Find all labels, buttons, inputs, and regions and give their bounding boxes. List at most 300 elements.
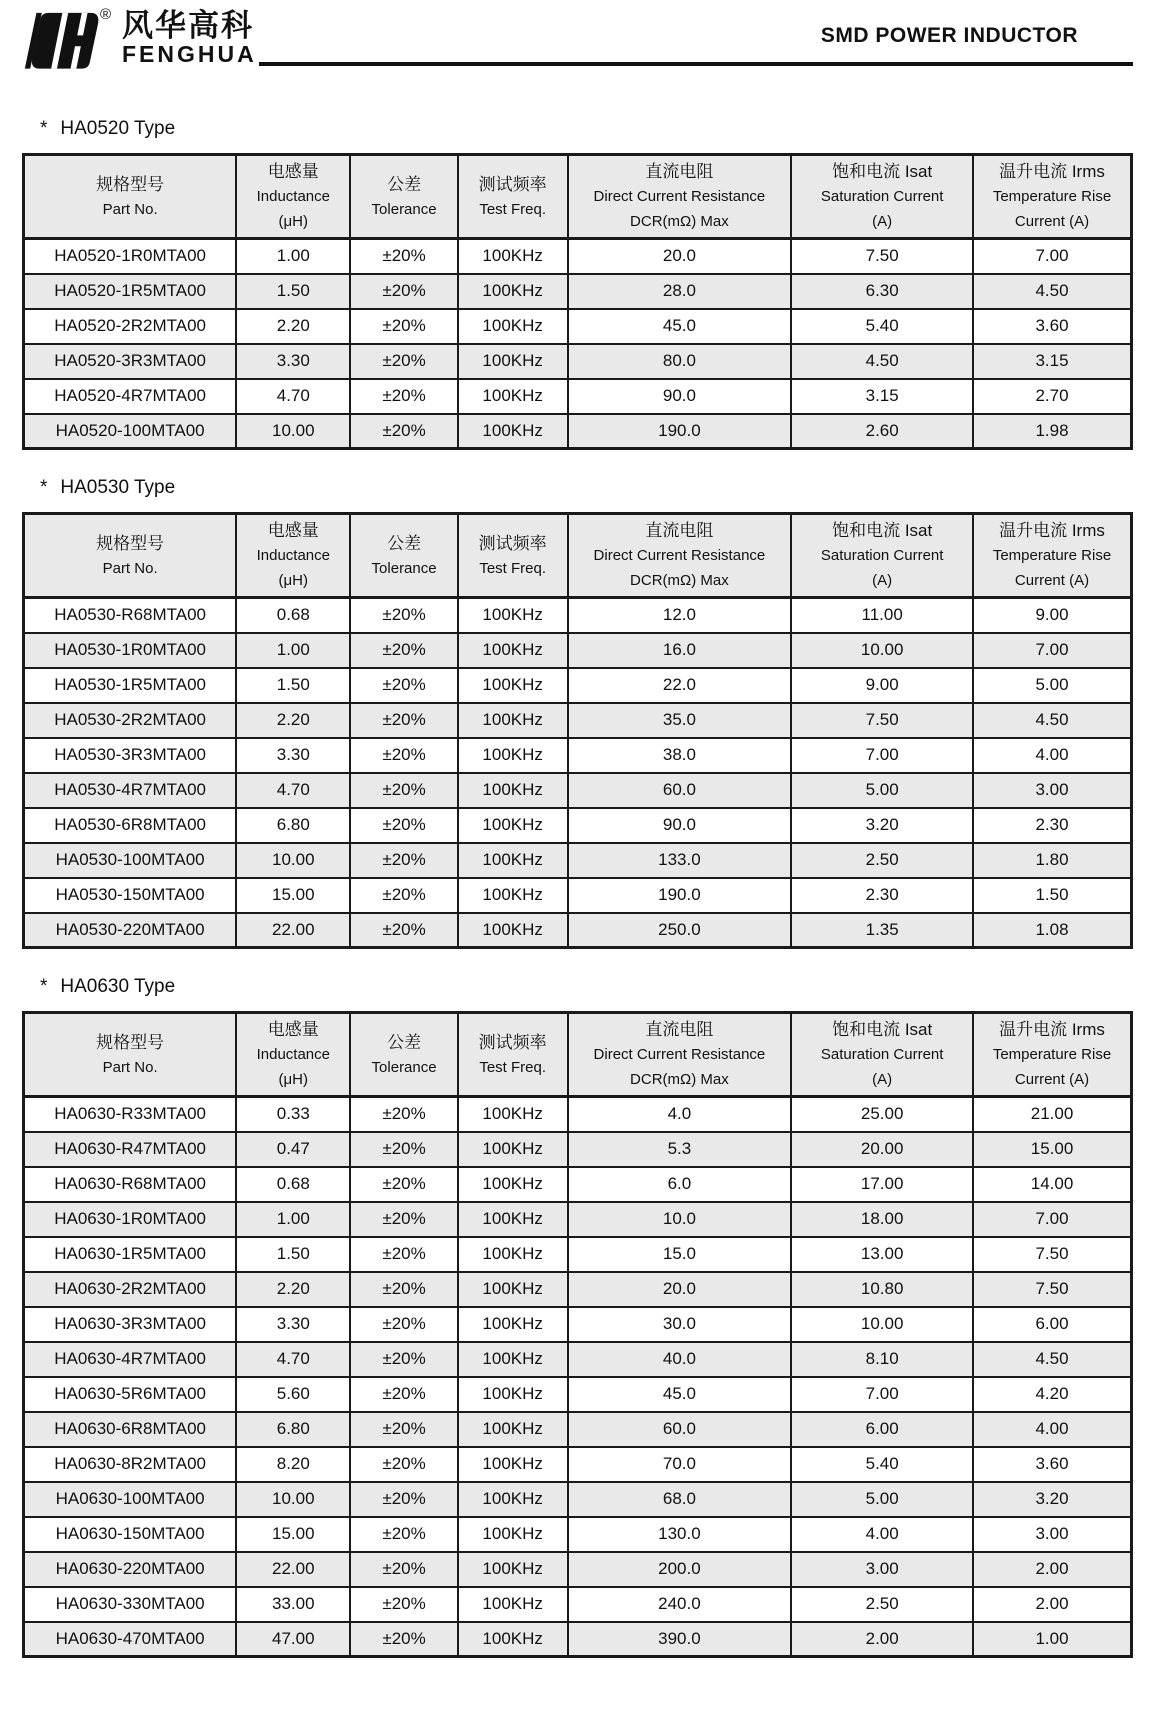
tolerance-cell: ±20% [350, 1132, 457, 1167]
table-row [24, 1132, 1132, 1167]
irms-cell: 7.00 [973, 633, 1131, 668]
section-name: HA0530 Type [60, 477, 176, 498]
irms-cell: 4.00 [973, 738, 1131, 773]
table-row [24, 344, 1132, 379]
column-header: 电感量 Inductance (μH) [236, 155, 350, 239]
inductance-cell: 1.50 [236, 1237, 350, 1272]
irms-cell: 4.50 [973, 274, 1131, 309]
isat-cell: 2.50 [791, 1587, 973, 1622]
section-name: HA0520 Type [60, 118, 176, 139]
table-row [24, 668, 1132, 703]
dcr-cell: 28.0 [568, 274, 792, 309]
page-title: SMD POWER INDUCTOR [820, 24, 1078, 47]
inductance-cell: 2.20 [236, 703, 350, 738]
part-no-cell: HA0630-5R6MTA00 [24, 1377, 237, 1412]
column-header: 规格型号 Part No. [24, 155, 237, 239]
test-freq-cell: 100KHz [458, 913, 568, 948]
tolerance-cell: ±20% [350, 1622, 457, 1657]
test-freq-cell: 100KHz [458, 274, 568, 309]
irms-cell: 1.08 [973, 913, 1131, 948]
tolerance-cell: ±20% [350, 309, 457, 344]
isat-cell: 9.00 [791, 668, 973, 703]
dcr-cell: 90.0 [568, 808, 792, 843]
tolerance-cell: ±20% [350, 703, 457, 738]
part-no-cell: HA0630-R68MTA00 [24, 1167, 237, 1202]
part-no-cell: HA0630-6R8MTA00 [24, 1412, 237, 1447]
test-freq-cell: 100KHz [458, 808, 568, 843]
inductance-cell: 0.68 [236, 1167, 350, 1202]
table-row [24, 379, 1132, 414]
tolerance-cell: ±20% [350, 379, 457, 414]
dcr-cell: 30.0 [568, 1307, 792, 1342]
table-row [24, 1097, 1132, 1132]
tolerance-cell: ±20% [350, 1272, 457, 1307]
table-row [24, 1272, 1132, 1307]
irms-cell: 2.00 [973, 1552, 1131, 1587]
tolerance-cell: ±20% [350, 414, 457, 449]
test-freq-cell: 100KHz [458, 1272, 568, 1307]
irms-cell: 3.00 [973, 1517, 1131, 1552]
table-row [24, 414, 1132, 449]
inductance-cell: 15.00 [236, 878, 350, 913]
part-no-cell: HA0520-1R0MTA00 [24, 239, 237, 274]
part-no-cell: HA0630-2R2MTA00 [24, 1272, 237, 1307]
part-no-cell: HA0630-8R2MTA00 [24, 1447, 237, 1482]
tolerance-cell: ±20% [350, 913, 457, 948]
column-header: 电感量 Inductance (μH) [236, 1013, 350, 1097]
isat-cell: 5.40 [791, 309, 973, 344]
irms-cell: 7.50 [973, 1272, 1131, 1307]
isat-cell: 7.00 [791, 1377, 973, 1412]
dcr-cell: 70.0 [568, 1447, 792, 1482]
irms-cell: 4.50 [973, 703, 1131, 738]
column-header: 直流电阻 Direct Current Resistance DCR(mΩ) Max [568, 1013, 792, 1097]
dcr-cell: 6.0 [568, 1167, 792, 1202]
test-freq-cell: 100KHz [458, 344, 568, 379]
column-header: 测试频率 Test Freq. [458, 514, 568, 598]
isat-cell: 10.80 [791, 1272, 973, 1307]
column-header: 饱和电流 Isat Saturation Current (A) [791, 155, 973, 239]
table-row [24, 633, 1132, 668]
section-title-ha0520 [40, 118, 1133, 140]
irms-cell: 3.60 [973, 309, 1131, 344]
test-freq-cell: 100KHz [458, 1587, 568, 1622]
part-no-cell: HA0530-4R7MTA00 [24, 773, 237, 808]
tolerance-cell: ±20% [350, 773, 457, 808]
table-row [24, 239, 1132, 274]
test-freq-cell: 100KHz [458, 1482, 568, 1517]
dcr-cell: 15.0 [568, 1237, 792, 1272]
dcr-cell: 45.0 [568, 1377, 792, 1412]
test-freq-cell: 100KHz [458, 1377, 568, 1412]
section-title-ha0530 [40, 477, 1133, 499]
column-header: 规格型号 Part No. [24, 514, 237, 598]
table-row [24, 1167, 1132, 1202]
column-header: 公差 Tolerance [350, 155, 457, 239]
table-row [24, 1377, 1132, 1412]
irms-cell: 1.98 [973, 414, 1131, 449]
tolerance-cell: ±20% [350, 598, 457, 633]
irms-cell: 1.50 [973, 878, 1131, 913]
header-row [24, 1013, 1132, 1097]
irms-cell: 6.00 [973, 1307, 1131, 1342]
inductance-cell: 10.00 [236, 843, 350, 878]
inductance-cell: 4.70 [236, 773, 350, 808]
inductance-cell: 2.20 [236, 309, 350, 344]
test-freq-cell: 100KHz [458, 309, 568, 344]
isat-cell: 4.50 [791, 344, 973, 379]
isat-cell: 2.60 [791, 414, 973, 449]
column-header: 温升电流 Irms Temperature Rise Current (A) [973, 514, 1131, 598]
test-freq-cell: 100KHz [458, 878, 568, 913]
irms-cell: 1.00 [973, 1622, 1131, 1657]
irms-cell: 21.00 [973, 1097, 1131, 1132]
test-freq-cell: 100KHz [458, 1167, 568, 1202]
isat-cell: 2.50 [791, 843, 973, 878]
section-marker: * [40, 118, 48, 139]
header-divider-rule [259, 62, 1133, 66]
irms-cell: 3.15 [973, 344, 1131, 379]
part-no-cell: HA0530-6R8MTA00 [24, 808, 237, 843]
part-no-cell: HA0530-2R2MTA00 [24, 703, 237, 738]
isat-cell: 5.00 [791, 773, 973, 808]
dcr-cell: 5.3 [568, 1132, 792, 1167]
test-freq-cell: 100KHz [458, 1097, 568, 1132]
table-row [24, 1517, 1132, 1552]
part-no-cell: HA0530-1R5MTA00 [24, 668, 237, 703]
test-freq-cell: 100KHz [458, 1202, 568, 1237]
table-row [24, 1307, 1132, 1342]
isat-cell: 3.00 [791, 1552, 973, 1587]
dcr-cell: 12.0 [568, 598, 792, 633]
part-no-cell: HA0630-1R0MTA00 [24, 1202, 237, 1237]
column-header: 规格型号 Part No. [24, 1013, 237, 1097]
tolerance-cell: ±20% [350, 239, 457, 274]
dcr-cell: 20.0 [568, 239, 792, 274]
inductance-cell: 8.20 [236, 1447, 350, 1482]
tolerance-cell: ±20% [350, 1307, 457, 1342]
isat-cell: 5.00 [791, 1482, 973, 1517]
dcr-cell: 10.0 [568, 1202, 792, 1237]
table-row [24, 878, 1132, 913]
dcr-cell: 390.0 [568, 1622, 792, 1657]
tolerance-cell: ±20% [350, 668, 457, 703]
table-row [24, 598, 1132, 633]
inductance-cell: 15.00 [236, 1517, 350, 1552]
column-header: 公差 Tolerance [350, 514, 457, 598]
part-no-cell: HA0630-1R5MTA00 [24, 1237, 237, 1272]
inductance-cell: 5.60 [236, 1377, 350, 1412]
isat-cell: 2.30 [791, 878, 973, 913]
dcr-cell: 4.0 [568, 1097, 792, 1132]
part-no-cell: HA0630-150MTA00 [24, 1517, 237, 1552]
inductance-cell: 0.47 [236, 1132, 350, 1167]
test-freq-cell: 100KHz [458, 1622, 568, 1657]
irms-cell: 7.50 [973, 1237, 1131, 1272]
test-freq-cell: 100KHz [458, 703, 568, 738]
dcr-cell: 40.0 [568, 1342, 792, 1377]
isat-cell: 20.00 [791, 1132, 973, 1167]
isat-cell: 6.30 [791, 274, 973, 309]
inductance-cell: 4.70 [236, 379, 350, 414]
part-no-cell: HA0530-3R3MTA00 [24, 738, 237, 773]
table-row [24, 808, 1132, 843]
irms-cell: 9.00 [973, 598, 1131, 633]
test-freq-cell: 100KHz [458, 239, 568, 274]
spec-table-ha0530 [22, 512, 1133, 949]
column-header: 测试频率 Test Freq. [458, 155, 568, 239]
inductance-cell: 1.00 [236, 633, 350, 668]
table-row [24, 1482, 1132, 1517]
tolerance-cell: ±20% [350, 808, 457, 843]
irms-cell: 4.00 [973, 1412, 1131, 1447]
section-marker: * [40, 976, 48, 997]
dcr-cell: 133.0 [568, 843, 792, 878]
table-row [24, 843, 1132, 878]
tolerance-cell: ±20% [350, 1202, 457, 1237]
isat-cell: 10.00 [791, 633, 973, 668]
test-freq-cell: 100KHz [458, 843, 568, 878]
column-header: 直流电阻 Direct Current Resistance DCR(mΩ) Max [568, 514, 792, 598]
isat-cell: 5.40 [791, 1447, 973, 1482]
part-no-cell: HA0530-150MTA00 [24, 878, 237, 913]
test-freq-cell: 100KHz [458, 1307, 568, 1342]
table-row [24, 1447, 1132, 1482]
isat-cell: 25.00 [791, 1097, 973, 1132]
part-no-cell: HA0630-100MTA00 [24, 1482, 237, 1517]
inductance-cell: 22.00 [236, 1552, 350, 1587]
test-freq-cell: 100KHz [458, 1237, 568, 1272]
table-row [24, 274, 1132, 309]
spec-table-ha0630 [22, 1011, 1133, 1658]
table-row [24, 703, 1132, 738]
irms-cell: 3.60 [973, 1447, 1131, 1482]
table-row [24, 309, 1132, 344]
dcr-cell: 38.0 [568, 738, 792, 773]
test-freq-cell: 100KHz [458, 598, 568, 633]
isat-cell: 3.15 [791, 379, 973, 414]
irms-cell: 4.20 [973, 1377, 1131, 1412]
isat-cell: 8.10 [791, 1342, 973, 1377]
irms-cell: 4.50 [973, 1342, 1131, 1377]
isat-cell: 3.20 [791, 808, 973, 843]
irms-cell: 2.70 [973, 379, 1131, 414]
section-name: HA0630 Type [60, 976, 176, 997]
dcr-cell: 190.0 [568, 878, 792, 913]
tolerance-cell: ±20% [350, 344, 457, 379]
irms-cell: 5.00 [973, 668, 1131, 703]
tolerance-cell: ±20% [350, 1552, 457, 1587]
inductance-cell: 0.33 [236, 1097, 350, 1132]
part-no-cell: HA0520-1R5MTA00 [24, 274, 237, 309]
dcr-cell: 90.0 [568, 379, 792, 414]
tolerance-cell: ±20% [350, 633, 457, 668]
test-freq-cell: 100KHz [458, 1517, 568, 1552]
inductance-cell: 2.20 [236, 1272, 350, 1307]
isat-cell: 7.50 [791, 703, 973, 738]
test-freq-cell: 100KHz [458, 1447, 568, 1482]
part-no-cell: HA0530-220MTA00 [24, 913, 237, 948]
tolerance-cell: ±20% [350, 1517, 457, 1552]
inductance-cell: 3.30 [236, 1307, 350, 1342]
table-row [24, 773, 1132, 808]
tolerance-cell: ±20% [350, 1167, 457, 1202]
part-no-cell: HA0520-3R3MTA00 [24, 344, 237, 379]
column-header: 饱和电流 Isat Saturation Current (A) [791, 514, 973, 598]
column-header: 温升电流 Irms Temperature Rise Current (A) [973, 155, 1131, 239]
inductance-cell: 10.00 [236, 414, 350, 449]
fenghua-logo [22, 6, 114, 71]
tolerance-cell: ±20% [350, 1237, 457, 1272]
inductance-cell: 3.30 [236, 344, 350, 379]
section-marker: * [40, 477, 48, 498]
tolerance-cell: ±20% [350, 1412, 457, 1447]
table-row [24, 738, 1132, 773]
dcr-cell: 68.0 [568, 1482, 792, 1517]
isat-cell: 2.00 [791, 1622, 973, 1657]
header-row [24, 514, 1132, 598]
test-freq-cell: 100KHz [458, 1412, 568, 1447]
irms-cell: 2.00 [973, 1587, 1131, 1622]
dcr-cell: 60.0 [568, 773, 792, 808]
tolerance-cell: ±20% [350, 738, 457, 773]
part-no-cell: HA0530-100MTA00 [24, 843, 237, 878]
isat-cell: 7.00 [791, 738, 973, 773]
table-row [24, 913, 1132, 948]
part-no-cell: HA0520-2R2MTA00 [24, 309, 237, 344]
part-no-cell: HA0630-220MTA00 [24, 1552, 237, 1587]
isat-cell: 17.00 [791, 1167, 973, 1202]
irms-cell: 1.80 [973, 843, 1131, 878]
part-no-cell: HA0520-100MTA00 [24, 414, 237, 449]
inductance-cell: 1.50 [236, 274, 350, 309]
table-row [24, 1622, 1132, 1657]
inductance-cell: 3.30 [236, 738, 350, 773]
irms-cell: 14.00 [973, 1167, 1131, 1202]
irms-cell: 2.30 [973, 808, 1131, 843]
isat-cell: 4.00 [791, 1517, 973, 1552]
dcr-cell: 130.0 [568, 1517, 792, 1552]
isat-cell: 7.50 [791, 239, 973, 274]
page-header [22, 0, 1133, 74]
dcr-cell: 22.0 [568, 668, 792, 703]
part-no-cell: HA0630-3R3MTA00 [24, 1307, 237, 1342]
inductance-cell: 0.68 [236, 598, 350, 633]
test-freq-cell: 100KHz [458, 1132, 568, 1167]
irms-cell: 3.00 [973, 773, 1131, 808]
table-row [24, 1587, 1132, 1622]
dcr-cell: 60.0 [568, 1412, 792, 1447]
column-header: 公差 Tolerance [350, 1013, 457, 1097]
isat-cell: 1.35 [791, 913, 973, 948]
column-header: 直流电阻 Direct Current Resistance DCR(mΩ) Max [568, 155, 792, 239]
part-no-cell: HA0520-4R7MTA00 [24, 379, 237, 414]
inductance-cell: 22.00 [236, 913, 350, 948]
table-row [24, 1342, 1132, 1377]
test-freq-cell: 100KHz [458, 1342, 568, 1377]
irms-cell: 15.00 [973, 1132, 1131, 1167]
inductance-cell: 1.50 [236, 668, 350, 703]
inductance-cell: 4.70 [236, 1342, 350, 1377]
isat-cell: 10.00 [791, 1307, 973, 1342]
section-title-ha0630 [40, 976, 1133, 998]
isat-cell: 6.00 [791, 1412, 973, 1447]
part-no-cell: HA0630-470MTA00 [24, 1622, 237, 1657]
column-header: 饱和电流 Isat Saturation Current (A) [791, 1013, 973, 1097]
inductance-cell: 6.80 [236, 808, 350, 843]
test-freq-cell: 100KHz [458, 773, 568, 808]
header-row [24, 155, 1132, 239]
dcr-cell: 16.0 [568, 633, 792, 668]
column-header: 电感量 Inductance (μH) [236, 514, 350, 598]
inductance-cell: 1.00 [236, 239, 350, 274]
part-no-cell: HA0630-R47MTA00 [24, 1132, 237, 1167]
tolerance-cell: ±20% [350, 1377, 457, 1412]
test-freq-cell: 100KHz [458, 668, 568, 703]
dcr-cell: 35.0 [568, 703, 792, 738]
dcr-cell: 45.0 [568, 309, 792, 344]
inductance-cell: 33.00 [236, 1587, 350, 1622]
spec-table-ha0520 [22, 153, 1133, 450]
irms-cell: 7.00 [973, 239, 1131, 274]
part-no-cell: HA0630-4R7MTA00 [24, 1342, 237, 1377]
registered-trademark: ® [100, 6, 112, 23]
tolerance-cell: ±20% [350, 1482, 457, 1517]
tolerance-cell: ±20% [350, 1447, 457, 1482]
test-freq-cell: 100KHz [458, 738, 568, 773]
part-no-cell: HA0530-R68MTA00 [24, 598, 237, 633]
dcr-cell: 190.0 [568, 414, 792, 449]
test-freq-cell: 100KHz [458, 379, 568, 414]
tolerance-cell: ±20% [350, 843, 457, 878]
brand-name-en: FENGHUA [122, 40, 257, 67]
brand-block [122, 10, 257, 66]
dcr-cell: 20.0 [568, 1272, 792, 1307]
part-no-cell: HA0630-R33MTA00 [24, 1097, 237, 1132]
brand-name-cn: 风华高科 [122, 8, 254, 43]
isat-cell: 18.00 [791, 1202, 973, 1237]
fenghua-logo-icon [22, 9, 102, 71]
dcr-cell: 250.0 [568, 913, 792, 948]
inductance-cell: 47.00 [236, 1622, 350, 1657]
tolerance-cell: ±20% [350, 878, 457, 913]
tolerance-cell: ±20% [350, 1587, 457, 1622]
dcr-cell: 200.0 [568, 1552, 792, 1587]
tolerance-cell: ±20% [350, 1097, 457, 1132]
irms-cell: 7.00 [973, 1202, 1131, 1237]
test-freq-cell: 100KHz [458, 414, 568, 449]
part-no-cell: HA0530-1R0MTA00 [24, 633, 237, 668]
dcr-cell: 240.0 [568, 1587, 792, 1622]
table-row [24, 1552, 1132, 1587]
inductance-cell: 6.80 [236, 1412, 350, 1447]
tolerance-cell: ±20% [350, 1342, 457, 1377]
dcr-cell: 80.0 [568, 344, 792, 379]
isat-cell: 13.00 [791, 1237, 973, 1272]
inductance-cell: 1.00 [236, 1202, 350, 1237]
test-freq-cell: 100KHz [458, 1552, 568, 1587]
table-row [24, 1202, 1132, 1237]
inductance-cell: 10.00 [236, 1482, 350, 1517]
isat-cell: 11.00 [791, 598, 973, 633]
irms-cell: 3.20 [973, 1482, 1131, 1517]
test-freq-cell: 100KHz [458, 633, 568, 668]
table-row [24, 1237, 1132, 1272]
part-no-cell: HA0630-330MTA00 [24, 1587, 237, 1622]
column-header: 测试频率 Test Freq. [458, 1013, 568, 1097]
table-row [24, 1412, 1132, 1447]
column-header: 温升电流 Irms Temperature Rise Current (A) [973, 1013, 1131, 1097]
